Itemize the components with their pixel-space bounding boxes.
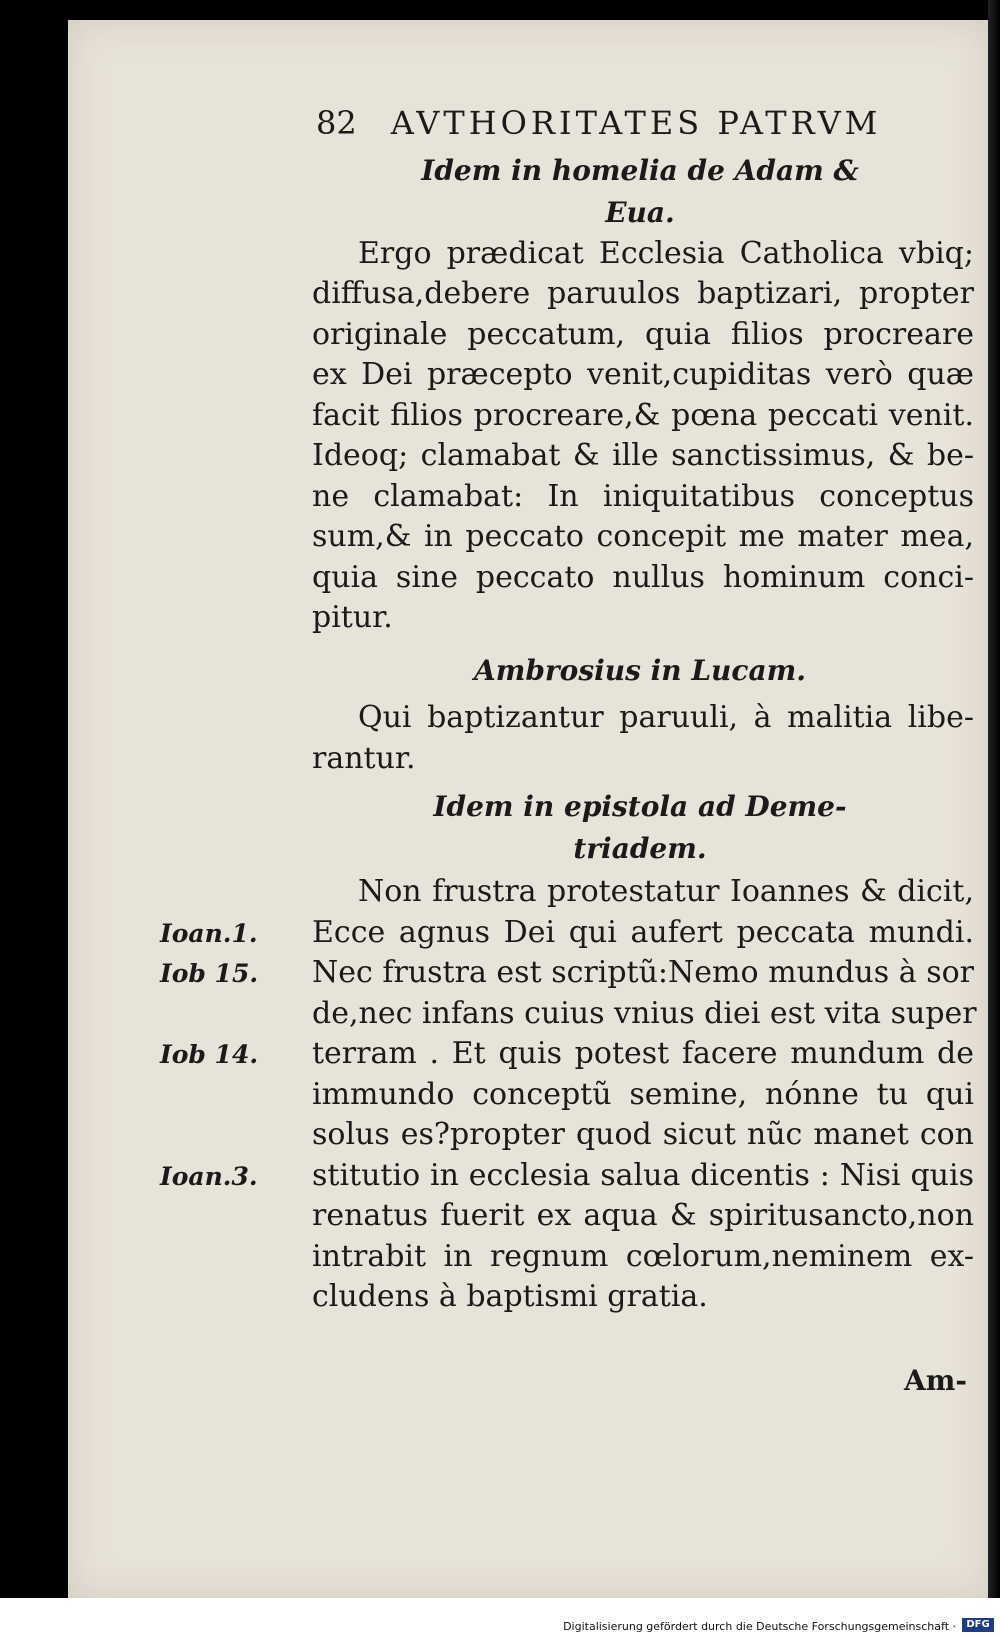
margin-note: Iob 14. [160,1040,259,1069]
text-line: Ideoq; clamabat & ille sanctissimus, & be- [312,438,974,473]
footer-credit: Digitalisierung gefördert durch die Deutsche Forschungsgemeinschaft · [563,1620,956,1633]
text-line: ne clamabat: In iniquitatibus conceptus [312,479,974,514]
dfg-logo-icon: DFG [962,1618,994,1632]
section-heading: Idem in epistola ad Deme- [433,790,847,823]
text-line: Nec frustra est scriptũ:Nemo mundus à sor [312,955,974,990]
page-number: 82 [316,104,357,142]
text-line: cludens à baptismi gratia. [312,1279,708,1314]
text-line: intrabit in regnum cœlorum,neminem ex- [312,1239,974,1274]
text-line: terram . Et quis potest facere mundum de [312,1036,974,1071]
margin-note: Ioan.3. [160,1162,258,1191]
text-line: originale peccatum, quia filios procreare [312,317,974,352]
text-line: Qui baptizantur paruuli, à malitia libe- [358,700,974,735]
text-line: Ecce agnus Dei qui aufert peccata mundi. [312,915,974,950]
section-heading-cont: Eua. [605,196,675,229]
text-line: diffusa,debere paruulos baptizari, propter [312,276,974,311]
text-line: stitutio in ecclesia salua dicentis : Nisi quis [312,1158,974,1193]
section-heading: Ambrosius in Lucam. [474,654,806,687]
section-heading-cont: triadem. [573,832,707,865]
text-line: solus es?propter quod sicut nũc manet con [312,1117,974,1152]
page-edge [988,0,1000,1600]
text-line: ex Dei præcepto venit,cupiditas verò quæ [312,357,974,392]
text-line: Non frustra protestatur Ioannes & dicit, [358,874,974,909]
section-heading: Idem in homelia de Adam & [421,154,859,187]
text-line: facit filios procreare,& pœna peccati venit. [312,398,974,433]
text-line: Ergo prædicat Ecclesia Catholica vbiq; [358,236,974,271]
text-line: immundo conceptũ semine, nónne tu qui [312,1077,974,1112]
running-head-title: AVTHORITATES PATRVM [390,104,882,142]
text-line: rantur. [312,741,416,776]
text-line: sum,& in peccato concepit me mater mea, [312,519,974,554]
running-head [316,104,936,142]
margin-note: Iob 15. [160,959,259,988]
text-line: de,nec infans cuius vnius diei est vita super [312,996,977,1031]
margin-note: Ioan.1. [160,919,258,948]
catchword: Am- [904,1364,967,1397]
text-line: pitur. [312,600,393,635]
text-line: quia sine peccato nullus hominum conci- [312,560,974,595]
text-line: renatus fuerit ex aqua & spiritusancto,non [312,1198,974,1233]
